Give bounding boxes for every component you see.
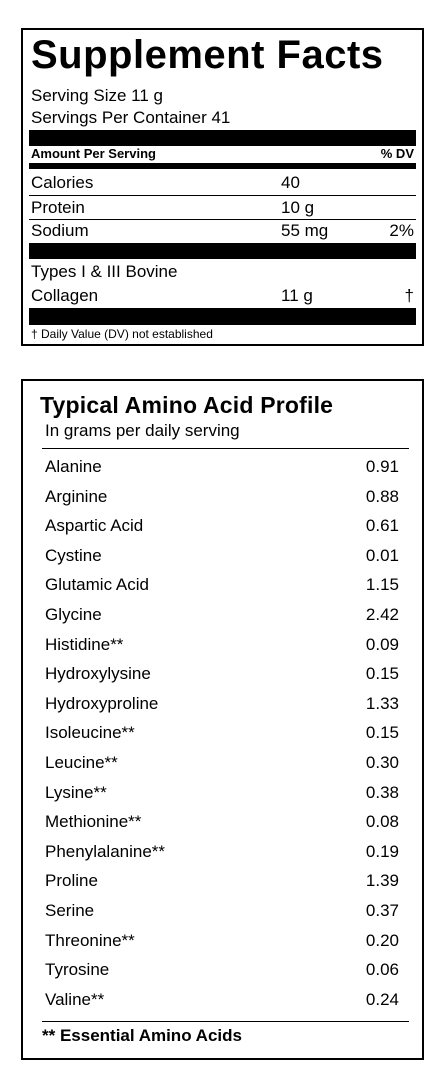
supplement-facts-panel <box>21 28 424 346</box>
dv-footnote: † Daily Value (DV) not established <box>31 327 213 341</box>
amino-acid-name: Threonine** <box>45 930 135 950</box>
amino-acid-row <box>45 896 399 926</box>
amino-acid-value: 0.91 <box>365 457 399 476</box>
amino-acid-name: Lysine** <box>45 782 107 802</box>
amino-acid-value: 1.33 <box>365 693 399 713</box>
amino-acid-value: 0.09 <box>365 634 399 654</box>
nutrient-amount: 11 g <box>281 286 313 305</box>
nutrient-amount: 10 g <box>281 198 315 217</box>
amino-acid-row <box>45 748 399 778</box>
amino-acid-row <box>45 689 399 719</box>
amino-acid-row <box>45 926 399 956</box>
amino-acid-row <box>45 541 399 571</box>
amino-acid-name: Alanine <box>45 457 102 476</box>
nutrient-name: Sodium <box>31 221 89 240</box>
supplement-facts-title: Supplement Facts <box>31 33 384 77</box>
amino-acid-row <box>45 482 399 512</box>
amino-acid-value: 0.37 <box>365 900 399 920</box>
amino-acid-row <box>45 452 399 482</box>
nutrient-amount: 55 mg <box>281 221 329 240</box>
amino-profile-subtitle: In grams per daily serving <box>45 421 240 440</box>
amino-acid-name: Tyrosine <box>45 960 110 980</box>
amino-acid-value: 0.08 <box>365 812 399 832</box>
amino-acid-value: 0.20 <box>365 930 399 950</box>
amino-acid-value: 0.38 <box>365 782 399 802</box>
servings-per-container: Servings Per Container 41 <box>31 108 231 127</box>
header-rule <box>42 448 409 449</box>
facts-row-protein <box>31 196 414 220</box>
amino-acid-row <box>45 778 399 808</box>
amino-acid-row <box>45 511 399 541</box>
facts-row-collagen <box>31 284 414 308</box>
facts-row-calories <box>31 171 414 195</box>
collagen-type-label: Types I & III Bovine <box>31 262 178 281</box>
amino-acid-row <box>45 630 399 660</box>
amino-acid-value: 2.42 <box>365 604 399 624</box>
amino-acid-profile-panel <box>21 379 424 1060</box>
amino-acid-value: 0.06 <box>365 960 399 980</box>
thick-divider <box>29 308 416 325</box>
nutrient-name: Collagen <box>31 286 99 305</box>
amino-acid-name: Methionine** <box>45 812 142 832</box>
amino-acid-value: 1.39 <box>365 871 399 891</box>
amino-acid-name: Valine** <box>45 989 105 1009</box>
nutrient-dv: † <box>404 286 414 305</box>
nutrient-name: Calories <box>31 173 94 192</box>
dv-header-label: % DV <box>380 146 414 161</box>
amino-profile-title: Typical Amino Acid Profile <box>40 392 334 418</box>
facts-row-sodium <box>31 219 414 243</box>
amino-acid-name: Isoleucine** <box>45 723 135 743</box>
serving-size: Serving Size 11 g <box>31 86 163 105</box>
nutrient-dv: 2% <box>389 221 414 240</box>
amino-acid-row <box>45 570 399 600</box>
amino-acid-value: 0.15 <box>365 664 399 684</box>
amino-acid-row <box>45 985 399 1015</box>
amino-acid-name: Leucine** <box>45 752 118 772</box>
amino-acid-name: Phenylalanine** <box>45 841 166 861</box>
amino-acid-row <box>45 807 399 837</box>
amino-acid-value: 0.88 <box>365 486 399 506</box>
amino-acid-value: 0.15 <box>365 723 399 743</box>
amino-acid-name: Glycine <box>45 604 102 624</box>
amino-acid-value: 0.61 <box>365 516 399 536</box>
amino-acid-name: Proline <box>45 871 98 891</box>
amino-acid-name: Hydroxylysine <box>45 664 151 684</box>
nutrient-amount: 40 <box>281 173 300 192</box>
footer-rule <box>42 1021 409 1022</box>
amino-acid-name: Hydroxyproline <box>45 693 159 713</box>
amino-acid-value: 1.15 <box>365 575 399 595</box>
amino-acid-value: 0.19 <box>365 841 399 861</box>
amino-acid-row <box>45 955 399 985</box>
amino-acid-name: Histidine** <box>45 634 124 654</box>
nutrient-name: Protein <box>31 198 85 217</box>
amino-acid-value: 0.30 <box>365 752 399 772</box>
amino-acid-name: Serine <box>45 900 95 920</box>
amount-per-serving-label: Amount Per Serving <box>31 146 156 161</box>
amino-acid-name: Glutamic Acid <box>45 575 149 595</box>
amino-acid-name: Aspartic Acid <box>45 516 144 536</box>
thick-divider <box>29 130 416 146</box>
medium-divider <box>29 163 416 169</box>
amino-acid-value: 0.01 <box>365 545 399 565</box>
amino-acid-row <box>45 659 399 689</box>
amino-acid-row <box>45 837 399 867</box>
amino-acid-list <box>45 452 399 1014</box>
amino-acid-value: 0.24 <box>365 989 399 1009</box>
thick-divider <box>29 243 416 259</box>
amino-acid-row <box>45 600 399 630</box>
amino-acid-row <box>45 866 399 896</box>
amino-acid-name: Arginine <box>45 486 108 506</box>
amino-acid-row <box>45 718 399 748</box>
amino-acid-name: Cystine <box>45 545 102 565</box>
essential-amino-acids-footnote: ** Essential Amino Acids <box>42 1026 242 1045</box>
amount-per-serving-header <box>31 146 414 162</box>
